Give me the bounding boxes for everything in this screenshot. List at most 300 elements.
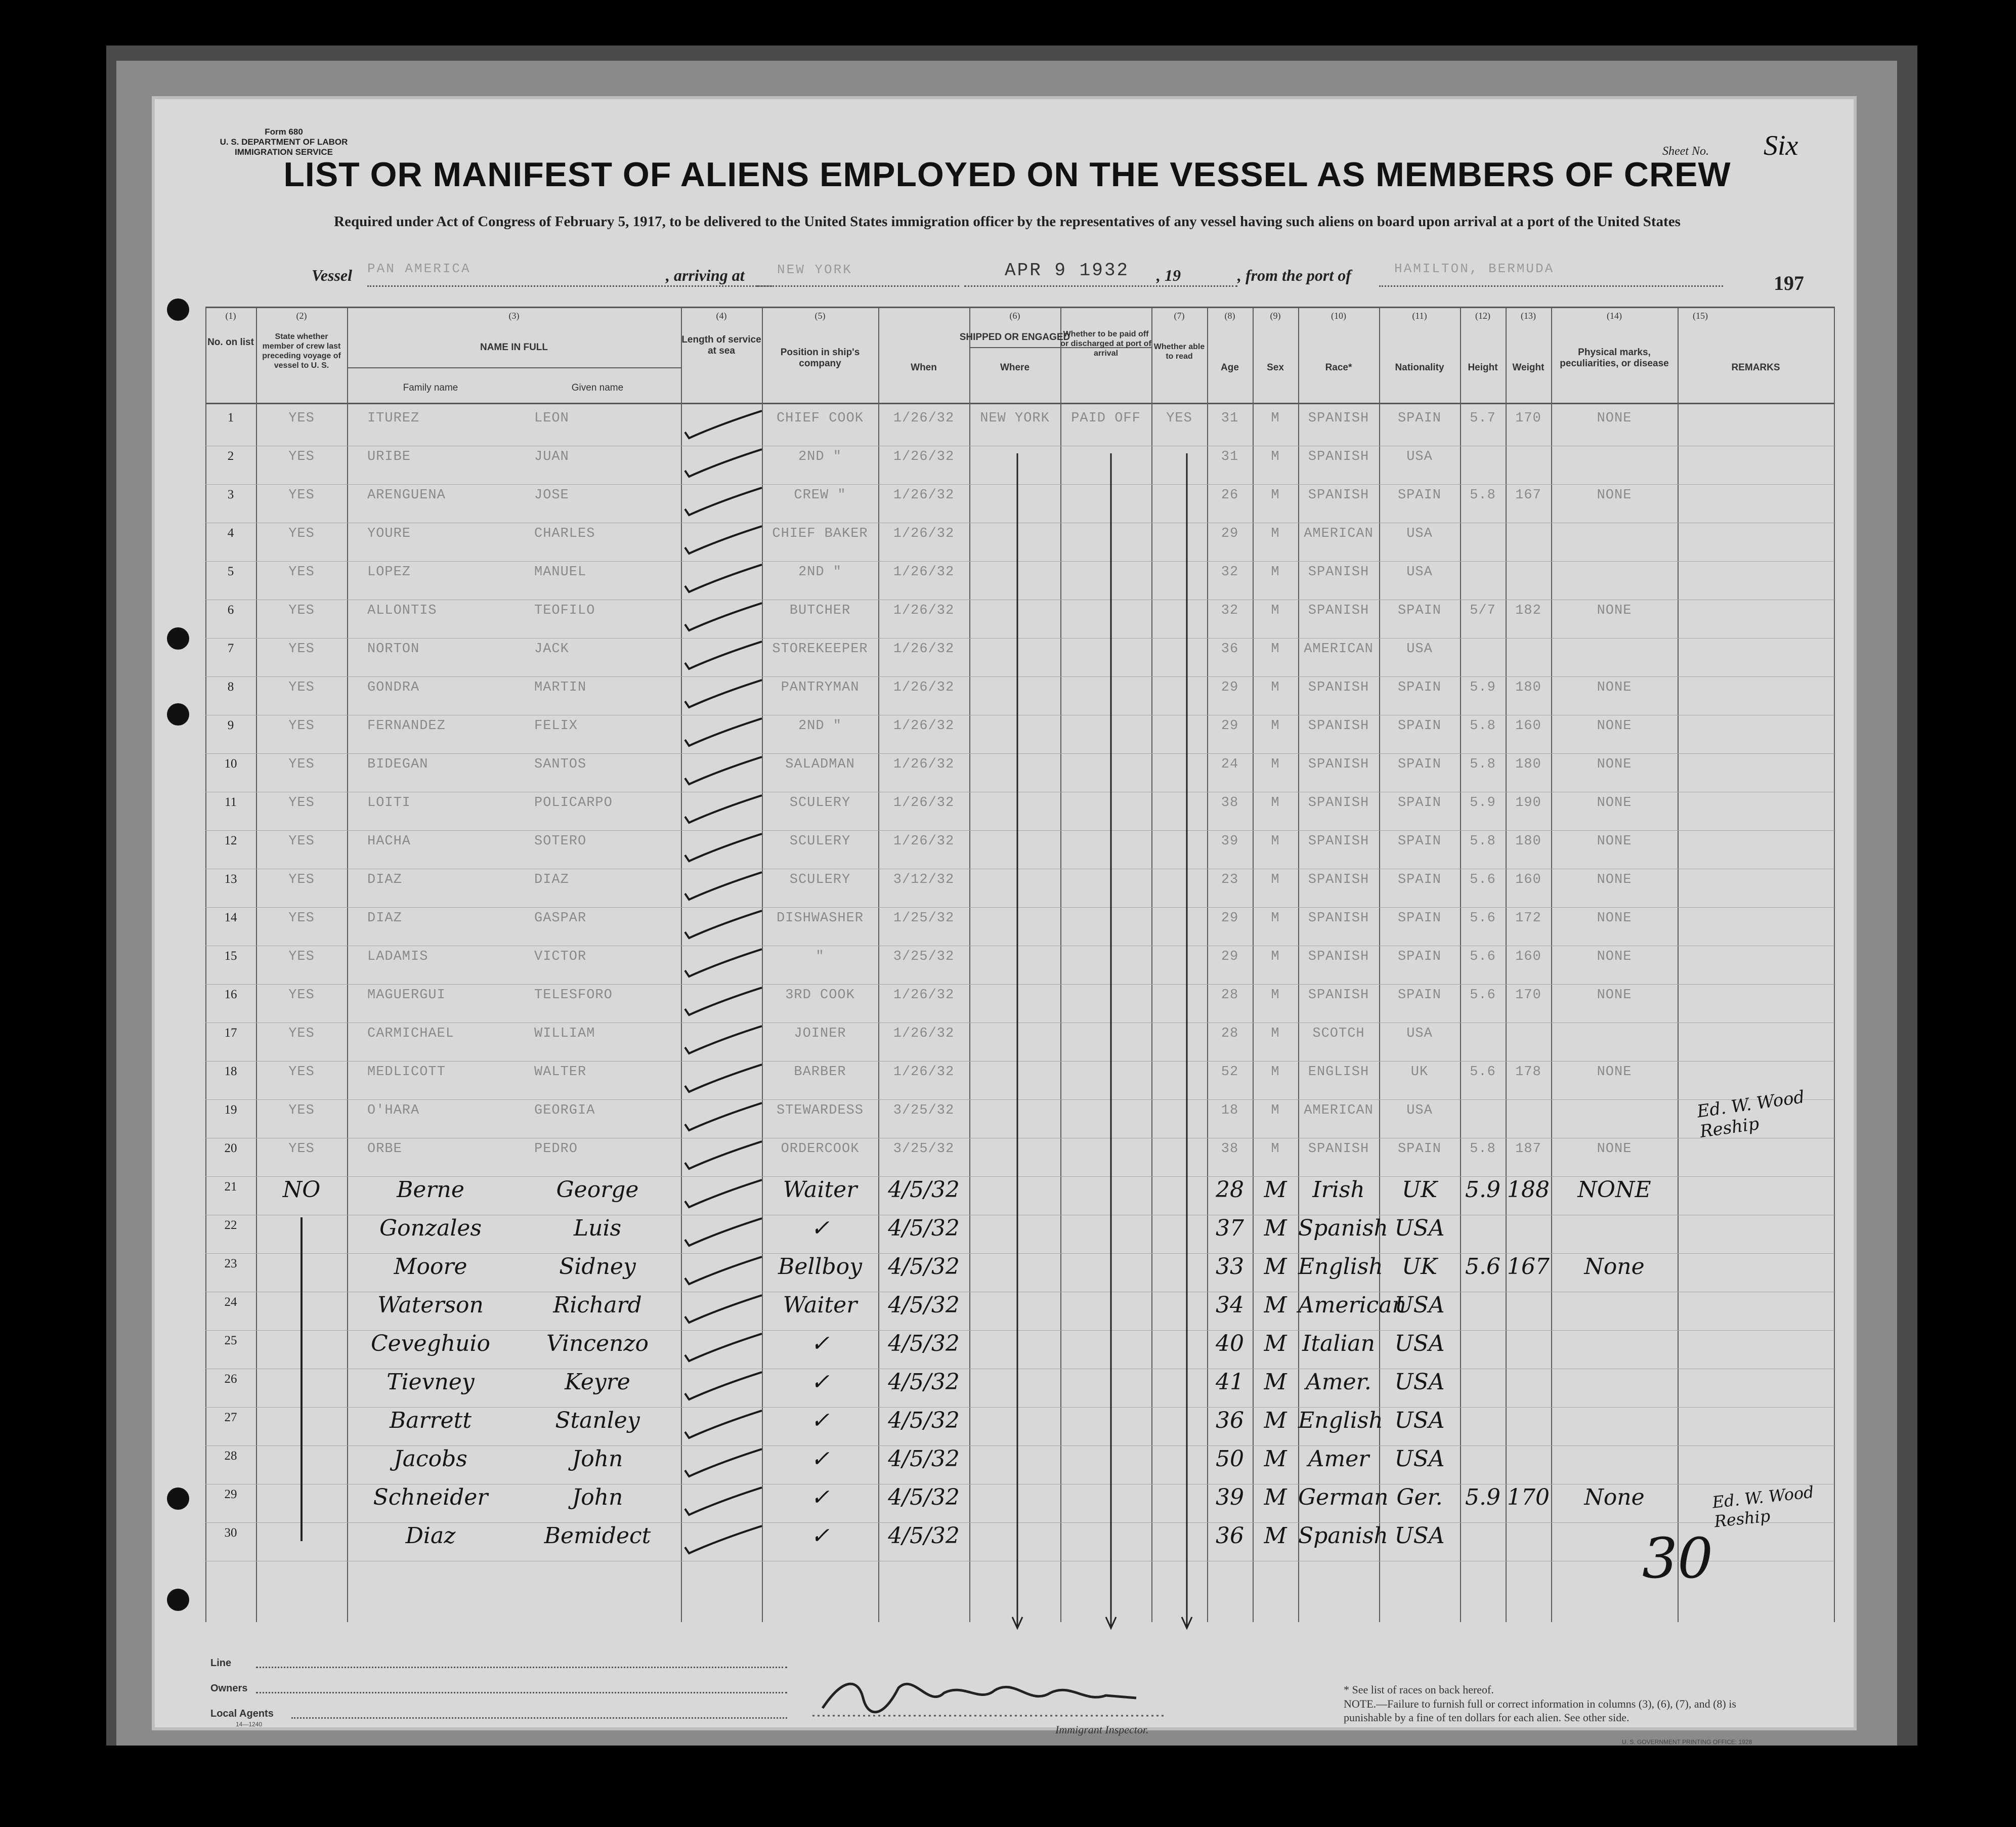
arriving-underline	[757, 285, 959, 287]
cell-height: 5.9	[1470, 680, 1496, 695]
cell-race: English	[1298, 1408, 1383, 1433]
cell-family: GONDRA	[367, 680, 420, 695]
cell-given: Luis	[573, 1215, 622, 1241]
cell-weight: 182	[1515, 603, 1541, 618]
cell-race: SPANISH	[1308, 834, 1369, 849]
cell-prev: YES	[288, 565, 315, 580]
punch-hole	[167, 299, 189, 321]
cell-marks: NONE	[1597, 757, 1632, 772]
cell-nat: Ger.	[1396, 1484, 1443, 1510]
cell-family: O'HARA	[367, 1103, 420, 1118]
cell-prev: YES	[288, 642, 315, 657]
service-check-icon	[681, 792, 762, 831]
service-check-icon	[681, 408, 762, 446]
cell-sex: M	[1271, 488, 1280, 503]
cell-marks: NONE	[1597, 911, 1632, 926]
cell-no: 30	[224, 1526, 237, 1540]
cell-race: SCOTCH	[1312, 1026, 1365, 1041]
cell-height: 5.8	[1470, 488, 1496, 503]
arrival-date: APR 9 1932	[1005, 260, 1130, 281]
cell-given: TELESFORO	[534, 988, 613, 1003]
cell-marks: None	[1584, 1254, 1645, 1280]
punch-hole	[167, 703, 189, 726]
service-check-icon	[681, 1331, 762, 1369]
cell-prev: YES	[288, 603, 315, 618]
hdr-position: Position in ship's company	[780, 347, 860, 369]
cell-race: AMERICAN	[1304, 642, 1374, 657]
cell-family: DIAZ	[367, 872, 402, 887]
cell-nat: USA	[1406, 565, 1433, 580]
cell-race: SPANISH	[1308, 718, 1369, 734]
cell-marks: NONE	[1597, 795, 1632, 811]
cell-race: German	[1298, 1484, 1389, 1510]
cell-nat: SPAIN	[1397, 988, 1441, 1003]
cell-age: 38	[1221, 795, 1239, 811]
arriving-label: , arriving at	[666, 266, 745, 284]
service-check-icon	[681, 1061, 762, 1100]
cell-height: 5.6	[1470, 988, 1496, 1003]
cell-given: John	[572, 1446, 623, 1472]
footer-owners-label: Owners	[210, 1683, 248, 1694]
cell-family: ARENGUENA	[367, 488, 446, 503]
cell-marks: NONE	[1597, 834, 1632, 849]
cell-no: 3	[227, 488, 234, 501]
cell-when: 1/25/32	[893, 911, 955, 926]
cell-position: Bellboy	[778, 1254, 863, 1280]
cell-position: JOINER	[794, 1026, 846, 1041]
cell-given: POLICARPO	[534, 795, 613, 811]
service-check-icon	[681, 523, 762, 562]
cell-sex: M	[1271, 1141, 1280, 1157]
cell-position: Waiter	[783, 1177, 857, 1203]
cell-position: BUTCHER	[789, 603, 851, 618]
cell-marks: NONE	[1597, 488, 1632, 503]
cell-race: SPANISH	[1308, 795, 1369, 811]
cell-sex: M	[1271, 834, 1280, 849]
cell-marks: None	[1584, 1484, 1645, 1510]
cell-given: MARTIN	[534, 680, 587, 695]
cell-family: FERNANDEZ	[367, 718, 446, 734]
service-check-icon	[681, 1484, 762, 1523]
cell-race: SPANISH	[1308, 911, 1369, 926]
cell-given: JUAN	[534, 449, 569, 464]
cell-age: 18	[1221, 1103, 1239, 1118]
hdr-remarks: REMARKS	[1731, 362, 1780, 373]
cell-prev: YES	[288, 526, 315, 541]
cell-age: 32	[1221, 603, 1239, 618]
col-num-5: (5)	[814, 311, 826, 321]
cell-height: 5.8	[1470, 834, 1496, 849]
service-check-icon	[681, 1254, 762, 1292]
cell-when: 3/25/32	[893, 949, 955, 964]
cell-given: WILLIAM	[534, 1026, 595, 1041]
cell-nat: UK	[1402, 1177, 1437, 1203]
cell-sex: M	[1271, 642, 1280, 657]
cell-given: Bemidect	[544, 1523, 651, 1549]
cell-no: 9	[227, 718, 234, 732]
cell-nat: SPAIN	[1397, 603, 1441, 618]
cell-when: 4/5/32	[888, 1408, 960, 1433]
footer-line-label: Line	[210, 1658, 232, 1669]
cell-nat: SPAIN	[1397, 411, 1441, 426]
ditto-arrow-icon	[1010, 453, 1025, 1632]
cell-marks: NONE	[1597, 988, 1632, 1003]
cell-nat: USA	[1406, 449, 1433, 464]
cell-age: 29	[1221, 949, 1239, 964]
cell-age: 34	[1216, 1292, 1244, 1318]
form-code: 197	[1774, 272, 1804, 294]
cell-position: 3RD COOK	[785, 988, 855, 1003]
cell-when: 1/26/32	[893, 834, 955, 849]
cell-nat: USA	[1394, 1446, 1445, 1472]
hdr-able-read: Whether able to read	[1153, 343, 1205, 361]
cell-family: LADAMIS	[367, 949, 428, 964]
cell-paid: PAID OFF	[1071, 411, 1141, 426]
hdr-physical: Physical marks, peculiarities, or disease	[1560, 347, 1669, 369]
hdr-height: Height	[1468, 362, 1498, 373]
cell-no: 10	[224, 757, 237, 771]
cell-no: 2	[227, 449, 234, 463]
cell-age: 28	[1216, 1177, 1244, 1203]
cell-no: 15	[224, 949, 237, 963]
cell-family: Moore	[394, 1254, 467, 1280]
ditto-line-icon	[296, 1217, 307, 1541]
cell-nat: USA	[1394, 1523, 1445, 1549]
service-check-icon	[681, 715, 762, 754]
cell-position: ORDERCOOK	[781, 1141, 860, 1157]
cell-given: MANUEL	[534, 565, 587, 580]
cell-prev: YES	[288, 834, 315, 849]
cell-when: 3/25/32	[893, 1141, 955, 1157]
cell-height: 5.6	[1470, 872, 1496, 887]
form-header	[210, 127, 357, 157]
cell-family: Barrett	[389, 1408, 472, 1433]
race-note: * See list of races on back hereof.	[1344, 1683, 1494, 1696]
cell-nat: USA	[1394, 1292, 1445, 1318]
cell-when: 3/25/32	[893, 1103, 955, 1118]
hdr-family-name: Family name	[403, 383, 458, 393]
col-num-8: (8)	[1224, 311, 1235, 321]
cell-when: 4/5/32	[888, 1215, 960, 1241]
cell-age: 28	[1221, 1026, 1239, 1041]
cell-given: George	[556, 1177, 639, 1203]
table-top-border	[205, 307, 1834, 308]
cell-position: CHIEF COOK	[776, 411, 864, 426]
ditto-arrow-icon	[1103, 453, 1119, 1632]
cell-no: 19	[224, 1103, 237, 1117]
cell-given: John	[572, 1484, 623, 1510]
cell-weight: 188	[1507, 1177, 1550, 1203]
cell-age: 31	[1221, 411, 1239, 426]
cell-age: 29	[1221, 526, 1239, 541]
cell-when: 4/5/32	[888, 1292, 960, 1318]
col-num-4: (4)	[716, 311, 727, 321]
cell-prev: YES	[288, 718, 315, 734]
cell-when: 1/26/32	[893, 603, 955, 618]
col-num-3: (3)	[508, 311, 520, 321]
cell-no: 12	[224, 834, 237, 847]
cell-race: Amer.	[1306, 1369, 1371, 1395]
hdr-length-service: Length of service at sea	[681, 334, 761, 356]
cell-age: 36	[1221, 642, 1239, 657]
cell-no: 5	[227, 565, 234, 578]
cell-given: WALTER	[534, 1065, 587, 1080]
cell-position: 2ND "	[798, 718, 842, 734]
cell-nat: USA	[1406, 1026, 1433, 1041]
sheet-no-value: Six	[1764, 130, 1798, 161]
cell-age: 50	[1216, 1446, 1244, 1472]
cell-race: Italian	[1302, 1331, 1375, 1356]
cell-age: 39	[1221, 834, 1239, 849]
cell-nat: SPAIN	[1397, 911, 1441, 926]
footer-agents-underline	[291, 1717, 787, 1719]
cell-no: 25	[224, 1334, 237, 1347]
cell-height: 5.6	[1465, 1254, 1500, 1280]
cell-prev: YES	[288, 449, 315, 464]
cell-sex: M	[1271, 988, 1280, 1003]
department: U. S. DEPARTMENT OF LABOR	[220, 137, 348, 147]
cell-when: 4/5/32	[888, 1331, 960, 1356]
cell-family: LOITI	[367, 795, 411, 811]
col-num-6: (6)	[1009, 311, 1020, 321]
cell-sex: M	[1264, 1215, 1287, 1241]
cell-sex: M	[1264, 1523, 1287, 1549]
cell-weight: 180	[1515, 680, 1541, 695]
total-count: 30	[1642, 1526, 1713, 1591]
cell-when: 1/26/32	[893, 1065, 955, 1080]
cell-when: 1/26/32	[893, 449, 955, 464]
cell-when: 1/26/32	[893, 1026, 955, 1041]
cell-age: 26	[1221, 488, 1239, 503]
cell-nat: SPAIN	[1397, 680, 1441, 695]
service-check-icon	[681, 1292, 762, 1331]
service-check-icon	[681, 639, 762, 677]
cell-weight: 170	[1507, 1484, 1550, 1510]
cell-no: 8	[227, 680, 234, 694]
col-num-11: (11)	[1412, 311, 1427, 321]
cell-weight: 170	[1515, 988, 1541, 1003]
cell-when: 4/5/32	[888, 1254, 960, 1280]
cell-given: GASPAR	[534, 911, 587, 926]
cell-when: 4/5/32	[888, 1484, 960, 1510]
cell-marks: NONE	[1597, 1141, 1632, 1157]
cell-sex: M	[1264, 1254, 1287, 1280]
cell-age: 29	[1221, 680, 1239, 695]
page-title: LIST OR MANIFEST OF ALIENS EMPLOYED ON THE VESSEL AS MEMBERS OF CREW	[283, 155, 1731, 194]
hdr-no: No. on list	[207, 337, 254, 348]
cell-no: 22	[224, 1218, 237, 1232]
cell-when: 1/26/32	[893, 565, 955, 580]
col-num-13: (13)	[1521, 311, 1536, 321]
cell-position: STEWARDESS	[776, 1103, 864, 1118]
cell-position: ✓	[810, 1331, 830, 1356]
hdr-sex: Sex	[1267, 362, 1284, 373]
cell-when: 1/26/32	[893, 757, 955, 772]
cell-weight: 187	[1515, 1141, 1541, 1157]
cell-nat: USA	[1406, 1103, 1433, 1118]
cell-sex: M	[1271, 603, 1280, 618]
cell-family: Berne	[397, 1177, 464, 1203]
cell-race: SPANISH	[1308, 1141, 1369, 1157]
cell-given: Richard	[553, 1292, 642, 1318]
cell-race: Spanish	[1298, 1523, 1388, 1549]
punch-hole	[167, 1589, 189, 1611]
service-check-icon	[681, 908, 762, 946]
cell-family: HACHA	[367, 834, 411, 849]
sheet-no-label: Sheet No.	[1662, 145, 1709, 158]
footer-agents-label: Local Agents	[210, 1708, 274, 1719]
cell-sex: M	[1271, 1065, 1280, 1080]
cell-nat: SPAIN	[1397, 795, 1441, 811]
cell-position: ✓	[810, 1484, 830, 1510]
cell-age: 29	[1221, 911, 1239, 926]
cell-race: SPANISH	[1308, 449, 1369, 464]
service-check-icon	[681, 946, 762, 985]
cell-nat: UK	[1402, 1254, 1437, 1280]
cell-prev: YES	[288, 1141, 315, 1157]
cell-sex: M	[1264, 1177, 1287, 1203]
cell-height: 5.7	[1470, 411, 1496, 426]
cell-nat: SPAIN	[1397, 872, 1441, 887]
cell-age: 29	[1221, 718, 1239, 734]
cell-prev: YES	[288, 872, 315, 887]
service-check-icon	[681, 1215, 762, 1254]
cell-nat: SPAIN	[1397, 488, 1441, 503]
cell-weight: 170	[1515, 411, 1541, 426]
cell-family: ORBE	[367, 1141, 402, 1157]
cell-when: 1/26/32	[893, 680, 955, 695]
cell-no: 21	[224, 1180, 237, 1194]
cell-prev: YES	[288, 911, 315, 926]
cell-given: TEOFILO	[534, 603, 595, 618]
cell-marks: NONE	[1597, 411, 1632, 426]
cell-weight: 172	[1515, 911, 1541, 926]
cell-marks: NONE	[1597, 680, 1632, 695]
service-check-icon	[681, 1023, 762, 1061]
cell-height: 5.6	[1470, 1065, 1496, 1080]
cell-marks: NONE	[1577, 1177, 1651, 1203]
cell-sex: M	[1271, 718, 1280, 734]
cell-family: CARMICHAEL	[367, 1026, 455, 1041]
cell-height: 5.8	[1470, 718, 1496, 734]
cell-nat: SPAIN	[1397, 718, 1441, 734]
cell-position: CREW "	[794, 488, 846, 503]
cell-family: Diaz	[405, 1523, 456, 1549]
cell-height: 5.9	[1465, 1484, 1500, 1510]
cell-sex: M	[1264, 1331, 1287, 1356]
cell-age: 36	[1216, 1408, 1244, 1433]
cell-read: YES	[1166, 411, 1192, 426]
cell-family: MEDLICOTT	[367, 1065, 446, 1080]
cell-race: English	[1298, 1254, 1383, 1280]
cell-nat: UK	[1410, 1065, 1429, 1080]
inspector-signature	[812, 1668, 1177, 1723]
cell-given: VICTOR	[534, 949, 587, 964]
cell-weight: 190	[1515, 795, 1541, 811]
cell-race: SPANISH	[1308, 411, 1369, 426]
cell-weight: 160	[1515, 949, 1541, 964]
cell-sex: M	[1264, 1446, 1287, 1472]
cell-family: LOPEZ	[367, 565, 411, 580]
cell-race: AMERICAN	[1304, 526, 1374, 541]
punch-hole	[167, 627, 189, 650]
cell-weight: 180	[1515, 757, 1541, 772]
cell-when: 4/5/32	[888, 1369, 960, 1395]
cell-age: 33	[1216, 1254, 1244, 1280]
cell-given: PEDRO	[534, 1141, 578, 1157]
cell-family: MAGUERGUI	[367, 988, 446, 1003]
cell-position: DISHWASHER	[776, 911, 864, 926]
cell-given: Stanley	[555, 1408, 640, 1433]
service-check-icon	[681, 1138, 762, 1177]
cell-sex: M	[1271, 757, 1280, 772]
col-num-1: (1)	[225, 311, 236, 321]
cell-no: 23	[224, 1257, 237, 1270]
from-port-underline	[1379, 285, 1723, 287]
cell-nat: SPAIN	[1397, 949, 1441, 964]
cell-age: 37	[1216, 1215, 1244, 1241]
cell-given: JOSE	[534, 488, 569, 503]
service-check-icon	[681, 1177, 762, 1215]
cell-when: 3/12/32	[893, 872, 955, 887]
cell-family: BIDEGAN	[367, 757, 428, 772]
cell-prev: YES	[288, 411, 315, 426]
cell-position: 2ND "	[798, 565, 842, 580]
cell-race: SPANISH	[1308, 680, 1369, 695]
cell-age: 41	[1216, 1369, 1244, 1395]
cell-family: URIBE	[367, 449, 411, 464]
cell-nat: USA	[1394, 1369, 1445, 1395]
service-check-icon	[681, 562, 762, 600]
cell-nat: SPAIN	[1397, 834, 1441, 849]
cell-position: ✓	[810, 1523, 830, 1549]
cell-age: 39	[1216, 1484, 1244, 1510]
cell-when: 1/26/32	[893, 988, 955, 1003]
cell-marks: NONE	[1597, 1065, 1632, 1080]
cell-position: ✓	[810, 1369, 830, 1395]
from-port-label: , from the port of	[1237, 266, 1351, 284]
punch-hole	[167, 1488, 189, 1510]
footer-line-underline	[256, 1667, 787, 1668]
cell-race: SPANISH	[1308, 757, 1369, 772]
cell-family: Schneider	[373, 1484, 488, 1510]
service-check-icon	[681, 1446, 762, 1484]
cell-marks: NONE	[1597, 872, 1632, 887]
cell-no: 28	[224, 1449, 237, 1463]
cell-age: 36	[1216, 1523, 1244, 1549]
cell-family: Gonzales	[379, 1215, 482, 1241]
cell-age: 38	[1221, 1141, 1239, 1157]
cell-prev: YES	[288, 1065, 315, 1080]
cell-sex: M	[1264, 1484, 1287, 1510]
hdr-shipped: SHIPPED OR ENGAGED	[959, 332, 1070, 343]
service-check-icon	[681, 485, 762, 523]
cell-when: 4/5/32	[888, 1177, 960, 1203]
cell-race: SPANISH	[1308, 988, 1369, 1003]
manifest-sheet	[152, 96, 1857, 1746]
service-check-icon	[681, 985, 762, 1023]
cell-sex: M	[1271, 949, 1280, 964]
cell-age: 32	[1221, 565, 1239, 580]
cell-when: 1/26/32	[893, 795, 955, 811]
cell-position: ✓	[810, 1446, 830, 1472]
cell-prev: YES	[288, 680, 315, 695]
cell-race: Spanish	[1298, 1215, 1388, 1241]
vessel-underline	[367, 285, 772, 287]
cell-prev: YES	[288, 757, 315, 772]
cell-sex: M	[1264, 1408, 1287, 1433]
cell-age: 40	[1216, 1331, 1244, 1356]
